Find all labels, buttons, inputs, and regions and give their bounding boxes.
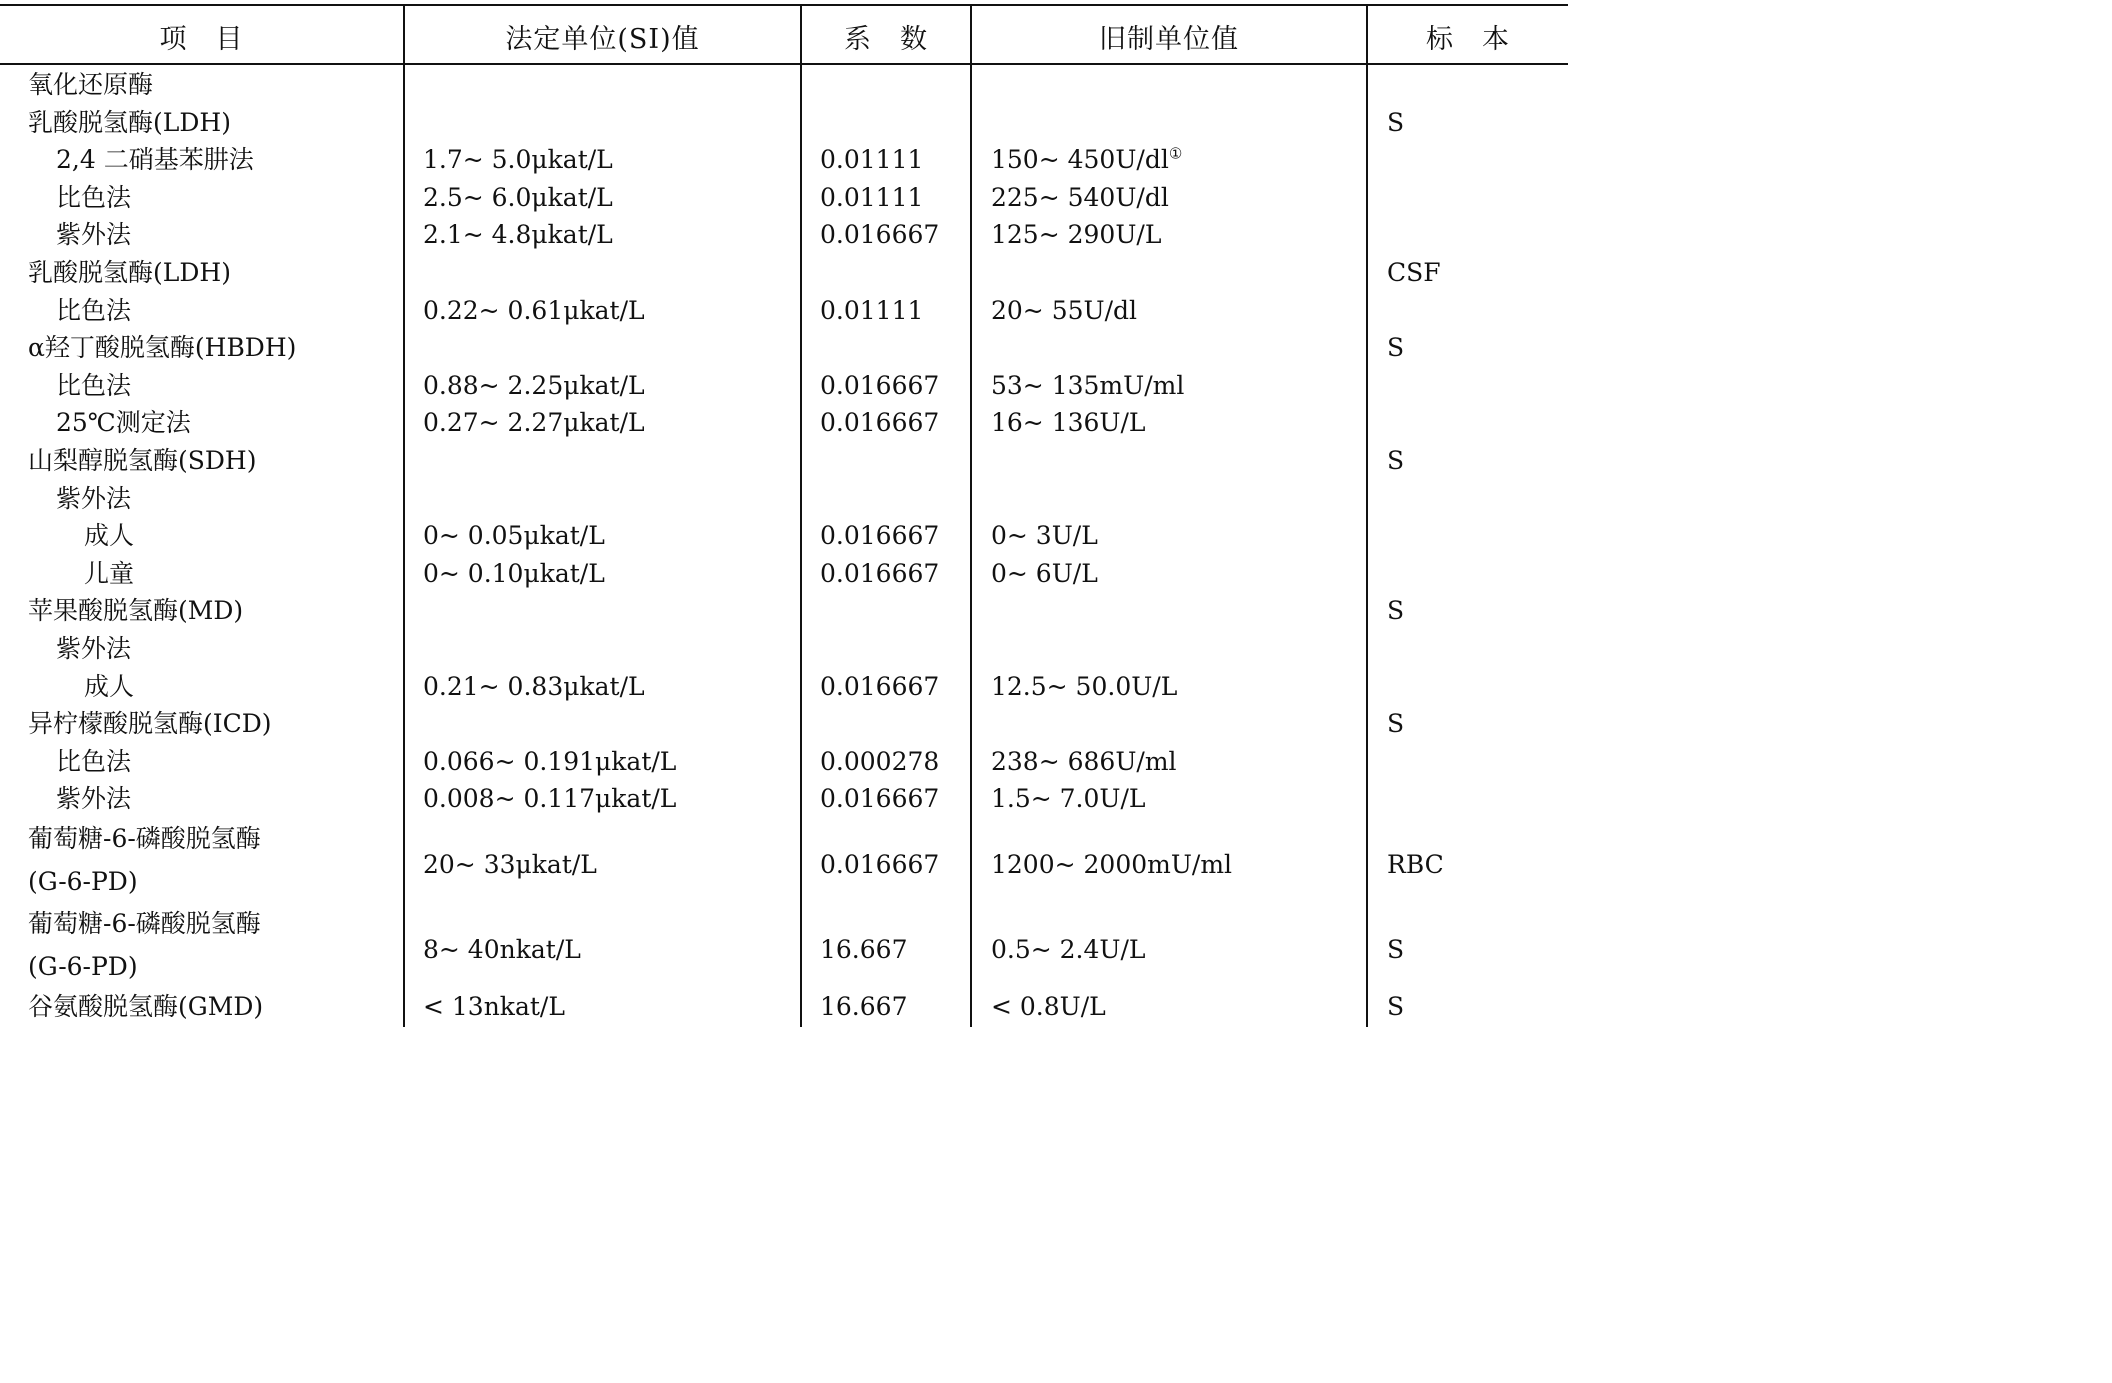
row-item-label: 谷氨酸脱氢酶(GMD) <box>28 992 264 1021</box>
row-specimen: S <box>1387 992 1405 1021</box>
row-item-label: 乳酸脱氢酶(LDH) <box>28 107 231 137</box>
row-coefficient: 0.016667 <box>820 849 940 879</box>
row-coefficient: 16.667 <box>820 934 908 964</box>
row-si-value: 2.1~ 4.8μkat/L <box>423 220 613 250</box>
row-si-value: 0~ 0.10μkat/L <box>423 558 605 588</box>
row-item-label: 异柠檬酸脱氢酶(ICD) <box>28 709 272 739</box>
row-old-unit-value: 1.5~ 7.0U/L <box>991 784 1146 814</box>
row-specimen: S <box>1387 107 1405 137</box>
row-si-value: 0~ 0.05μkat/L <box>423 521 605 551</box>
row-item-label: 氧化还原酶 <box>28 70 154 99</box>
row-si-value: 0.008~ 0.117μkat/L <box>423 784 677 814</box>
row-specimen: S <box>1387 446 1405 475</box>
header-bottom-rule <box>0 63 1568 65</box>
column-divider <box>800 4 802 1027</box>
row-item-label: 成人 <box>84 671 135 701</box>
row-coefficient: 0.016667 <box>820 671 940 701</box>
row-old-unit-value: 12.5~ 50.0U/L <box>991 671 1178 701</box>
row-item-label-line2: (G-6-PD) <box>28 867 138 896</box>
row-item-label: 乳酸脱氢酶(LDH) <box>28 258 231 287</box>
row-specimen: S <box>1387 333 1405 363</box>
row-item-label: 紫外法 <box>56 784 132 814</box>
row-old-unit-value: 225~ 540U/dl <box>991 182 1169 212</box>
row-si-value: 0.066~ 0.191μkat/L <box>423 746 677 776</box>
row-coefficient: 0.016667 <box>820 370 940 400</box>
row-old-unit-value: 125~ 290U/L <box>991 220 1162 250</box>
header-old-unit-value: 旧制单位值 <box>1099 24 1239 55</box>
row-item-label: 比色法 <box>56 370 132 400</box>
row-si-value: 1.7~ 5.0μkat/L <box>423 145 613 175</box>
row-coefficient: 0.016667 <box>820 220 940 250</box>
row-item-label: 比色法 <box>56 182 132 212</box>
footnote-marker: ① <box>1168 144 1183 163</box>
row-item-label: 25℃测定法 <box>56 408 191 438</box>
row-old-unit-value: < 0.8U/L <box>991 992 1106 1021</box>
row-old-unit-value: 0.5~ 2.4U/L <box>991 934 1146 964</box>
row-si-value: < 13nkat/L <box>423 992 565 1021</box>
row-coefficient: 16.667 <box>820 992 908 1021</box>
row-coefficient: 0.01111 <box>820 295 924 325</box>
row-si-value: 20~ 33μkat/L <box>423 849 597 879</box>
column-divider <box>403 4 405 1027</box>
row-coefficient: 0.016667 <box>820 408 940 438</box>
row-old-unit-value: 238~ 686U/ml <box>991 746 1177 776</box>
row-item-label: 比色法 <box>56 295 132 325</box>
row-old-unit-value: 150~ 450U/dl① <box>991 144 1183 175</box>
row-si-value: 2.5~ 6.0μkat/L <box>423 182 613 212</box>
row-specimen: CSF <box>1387 258 1441 287</box>
row-coefficient: 0.016667 <box>820 558 940 588</box>
row-old-unit-value: 0~ 3U/L <box>991 521 1098 551</box>
row-specimen: RBC <box>1387 849 1444 879</box>
row-coefficient: 0.000278 <box>820 746 940 776</box>
row-si-value: 0.22~ 0.61μkat/L <box>423 295 645 325</box>
row-item-label: 紫外法 <box>56 483 132 513</box>
row-coefficient: 0.016667 <box>820 521 940 551</box>
row-item-label-line2: (G-6-PD) <box>28 952 138 981</box>
row-specimen: S <box>1387 934 1405 964</box>
header-si-value: 法定单位(SI)值 <box>505 24 700 55</box>
row-old-unit-value: 53~ 135mU/ml <box>991 370 1185 400</box>
row-item-label: 2,4 二硝基苯肼法 <box>56 145 254 175</box>
header-specimen: 标 本 <box>1426 24 1510 55</box>
column-divider <box>1366 4 1368 1027</box>
row-old-unit-value: 1200~ 2000mU/ml <box>991 849 1233 879</box>
row-item-label: 葡萄糖-6-磷酸脱氢酶 <box>28 824 261 853</box>
row-item-label: 比色法 <box>56 746 132 776</box>
row-specimen: S <box>1387 709 1405 739</box>
row-specimen: S <box>1387 596 1405 626</box>
row-si-value: 0.88~ 2.25μkat/L <box>423 370 645 400</box>
row-coefficient: 0.016667 <box>820 784 940 814</box>
row-si-value: 0.27~ 2.27μkat/L <box>423 408 645 438</box>
row-item-label: 苹果酸脱氢酶(MD) <box>28 596 244 626</box>
header-coefficient: 系 数 <box>844 24 928 55</box>
row-item-label: 紫外法 <box>56 634 132 663</box>
row-si-value: 0.21~ 0.83μkat/L <box>423 671 645 701</box>
row-item-label: 成人 <box>84 521 135 551</box>
row-coefficient: 0.01111 <box>820 145 924 175</box>
row-item-label: 紫外法 <box>56 220 132 250</box>
row-coefficient: 0.01111 <box>820 182 924 212</box>
row-item-label: 葡萄糖-6-磷酸脱氢酶 <box>28 909 261 938</box>
row-old-unit-value: 20~ 55U/dl <box>991 295 1138 325</box>
row-item-label: 儿童 <box>84 558 135 588</box>
row-si-value: 8~ 40nkat/L <box>423 934 581 964</box>
row-item-label: 山梨醇脱氢酶(SDH) <box>28 446 257 475</box>
header-item: 项 目 <box>159 24 244 55</box>
column-divider <box>970 4 972 1027</box>
row-old-unit-value: 0~ 6U/L <box>991 558 1098 588</box>
row-old-unit-value: 16~ 136U/L <box>991 408 1146 438</box>
table-top-rule <box>0 4 1568 6</box>
row-item-label: α羟丁酸脱氢酶(HBDH) <box>28 333 297 363</box>
